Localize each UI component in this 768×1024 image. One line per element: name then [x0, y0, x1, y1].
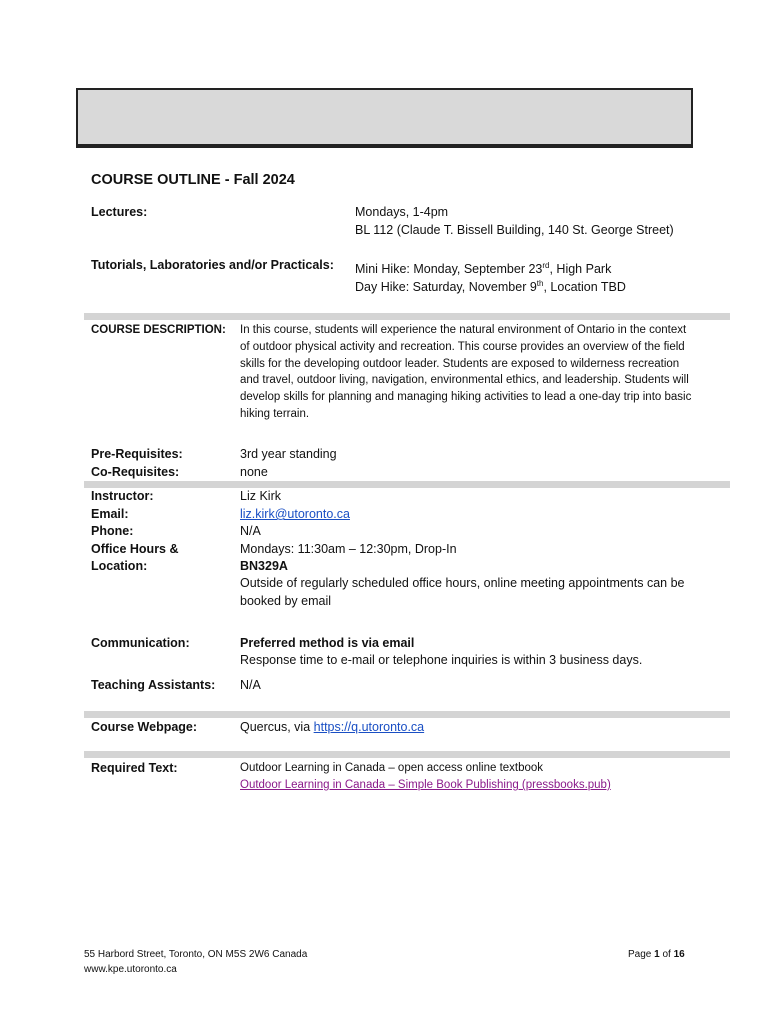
email-label: Email: [91, 507, 129, 521]
office-hours-value: Mondays: 11:30am – 12:30pm, Drop-In [240, 542, 457, 556]
lectures-location: BL 112 (Claude T. Bissell Building, 140 St. George Street) [355, 223, 674, 237]
day-hike: Day Hike: Saturday, November 9th, Location TBD [355, 279, 626, 295]
office-room: BN329A [240, 559, 288, 573]
instructor-label: Instructor: [91, 489, 154, 503]
prerequisites-value: 3rd year standing [240, 447, 337, 461]
page-number: Page 1 of 16 [628, 949, 685, 960]
communication-response: Response time to e-mail or telephone inquiries is within 3 business days. [240, 653, 643, 667]
communication-label: Communication: [91, 636, 190, 650]
section-divider [84, 481, 730, 488]
required-text-title: Outdoor Learning in Canada – open access online textbook [240, 762, 544, 774]
webpage-value: Quercus, via https://q.utoronto.ca [240, 720, 425, 734]
required-text-link[interactable]: Outdoor Learning in Canada – Simple Book Publishing (pressbooks.pub) [240, 779, 611, 791]
ta-value: N/A [240, 678, 261, 692]
page-title: COURSE OUTLINE - Fall 2024 [91, 172, 295, 188]
office-note-line2: booked by email [240, 594, 332, 608]
description-text: In this course, students will experience the natural environment of Ontario in the context of outdoor physical activity and recreation. This course provides an overview of the field skills for the developing outdoor leader. Students are exposed to wilderness recreation and travel, outdoor living, navigation, environmental ethics, and leadership. Students will develop skills for planning and managing hiking activities to lead a one-day trip into basic hiking terrain. [240, 324, 692, 420]
description-label: COURSE DESCRIPTION: [91, 324, 226, 336]
lectures-label: Lectures: [91, 205, 148, 219]
header-divider [76, 146, 693, 148]
section-divider [84, 711, 730, 718]
footer-address: 55 Harbord Street, Toronto, ON M5S 2W6 Canada [84, 949, 308, 960]
office-note-line1: Outside of regularly scheduled office hours, online meeting appointments can be [240, 576, 685, 590]
lectures-time: Mondays, 1-4pm [355, 205, 449, 219]
header-banner [76, 88, 693, 146]
instructor-name: Liz Kirk [240, 489, 281, 503]
mini-hike: Mini Hike: Monday, September 23rd, High Park [355, 261, 612, 277]
section-divider [84, 313, 730, 320]
section-divider [84, 751, 730, 758]
location-label: Location: [91, 559, 148, 573]
ta-label: Teaching Assistants: [91, 678, 216, 692]
corequisites-value: none [240, 465, 268, 479]
email-link[interactable]: liz.kirk@utoronto.ca [240, 507, 350, 521]
required-text-label: Required Text: [91, 761, 178, 775]
corequisites-label: Co-Requisites: [91, 465, 180, 479]
tutorials-label: Tutorials, Laboratories and/or Practicals: [91, 258, 334, 272]
phone-label: Phone: [91, 524, 134, 538]
office-hours-label: Office Hours & [91, 542, 179, 556]
quercus-link[interactable]: https://q.utoronto.ca [313, 720, 425, 734]
webpage-label: Course Webpage: [91, 720, 198, 734]
footer-website: www.kpe.utoronto.ca [84, 964, 177, 975]
communication-method: Preferred method is via email [240, 636, 415, 650]
phone-value: N/A [240, 524, 261, 538]
prerequisites-label: Pre-Requisites: [91, 447, 183, 461]
